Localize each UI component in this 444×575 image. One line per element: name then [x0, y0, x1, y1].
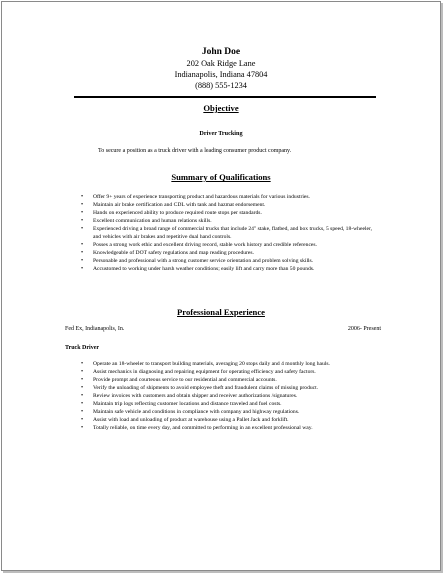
resume-header: [2, 47, 440, 91]
bullet-icon: •: [81, 409, 84, 415]
candidate-name: John Doe: [201, 47, 241, 57]
list-item: • Accustomed to working under harsh weather conditions; easily lift and carry more than 50 pounds.: [81, 266, 315, 272]
resume-page: [1, 1, 441, 571]
employment-dates: 2006- Present: [347, 326, 381, 332]
bullet-icon: •: [81, 377, 84, 383]
city-state-zip: Indianapolis, Indiana 47804: [174, 70, 268, 79]
qualifications-list: [81, 193, 381, 273]
experience-heading: Professional Experience: [177, 307, 265, 317]
list-item: • Knowledgeable of DOT safety regulations and map reading procedures.: [81, 250, 254, 256]
list-item: • Maintain trip logs reflecting customer locations and distance traveled and fuel costs.: [81, 401, 282, 407]
list-item: • Offer 9+ years of experience transporting product and hazardous materials for various industries.: [81, 194, 310, 200]
list-item: • Operate an 18-wheeler to transport building materials, averaging 20 stops daily and 4 monthly long hauls.: [81, 361, 330, 367]
bullet-icon: •: [81, 250, 84, 256]
bullet-icon: •: [81, 266, 84, 272]
bullet-icon: •: [81, 393, 84, 399]
bullet-icon: •: [81, 369, 84, 375]
bullet-icon: •: [81, 258, 84, 264]
bullet-icon: •: [81, 401, 84, 407]
list-item: • Hands on experienced ability to produce required route stops per standards.: [81, 210, 262, 216]
bullet-icon: •: [81, 385, 84, 391]
bullet-icon: •: [81, 417, 84, 423]
list-item: • Assist with load and unloading of product at warehouse using a Pallet Jack and forklift.: [81, 417, 289, 423]
street-address: 202 Oak Ridge Lane: [186, 59, 256, 68]
bullet-icon: •: [81, 242, 84, 248]
summary-heading: Summary of Qualifications: [171, 172, 271, 182]
objective-text: To secure a position as a truck driver with a leading consumer product company.: [98, 148, 292, 154]
bullet-icon: •: [81, 194, 84, 200]
list-item: • Maintain safe vehicle and conditions in compliance with company and highway regulations.: [81, 409, 300, 415]
bullet-icon: •: [81, 425, 84, 431]
objective-position: Driver Trucking: [199, 130, 243, 137]
job-title: Truck Driver: [65, 345, 100, 351]
bullet-icon: •: [81, 210, 84, 216]
list-item: • Review invoices with customers and obtain shipper and receiver authorizations /signatures.: [81, 393, 298, 399]
duties-list: [81, 360, 371, 432]
bullet-icon: •: [81, 226, 84, 232]
list-item: • Verify the unloading of shipments to avoid employee theft and fraudulent claims of missing product.: [81, 385, 319, 391]
list-item: • Maintain air brake certification and CDL with tank and hazmat endorsement.: [81, 202, 266, 208]
list-item: • Totally reliable, on time every day, and committed to performing in an excellent professional way.: [81, 425, 313, 431]
list-item: • Posses a strong work ethic and excellent driving record, stable work history and credible references.: [81, 242, 317, 248]
list-item: • Personable and professional with a strong customer service orientation and problem solving skills.: [81, 258, 314, 264]
list-item: • Provide prompt and courteous service to our residential and commercial accounts.: [81, 377, 277, 383]
bullet-icon: •: [81, 202, 84, 208]
bullet-icon: •: [81, 361, 84, 367]
phone-number: (888) 555-1234: [195, 81, 247, 90]
objective-heading: Objective: [203, 103, 239, 113]
header-divider: [74, 96, 376, 98]
employer-name: Fed Ex, Indianapolis, In.: [65, 326, 125, 332]
list-item: • Experienced driving a broad range of commercial trucks that include 24" stake, flatbed, and box trucks, 5 speed, 18-wheeler, and vehicles with air brakes and repetitive dual hand controls.: [81, 226, 373, 240]
list-item: • Assist mechanics in diagnosing and repairing equipment for operating efficiency and safety factors.: [81, 369, 316, 375]
list-item: • Excellent communication and human relations skills.: [81, 218, 212, 224]
employer-line: [65, 326, 381, 332]
bullet-icon: •: [81, 218, 84, 224]
